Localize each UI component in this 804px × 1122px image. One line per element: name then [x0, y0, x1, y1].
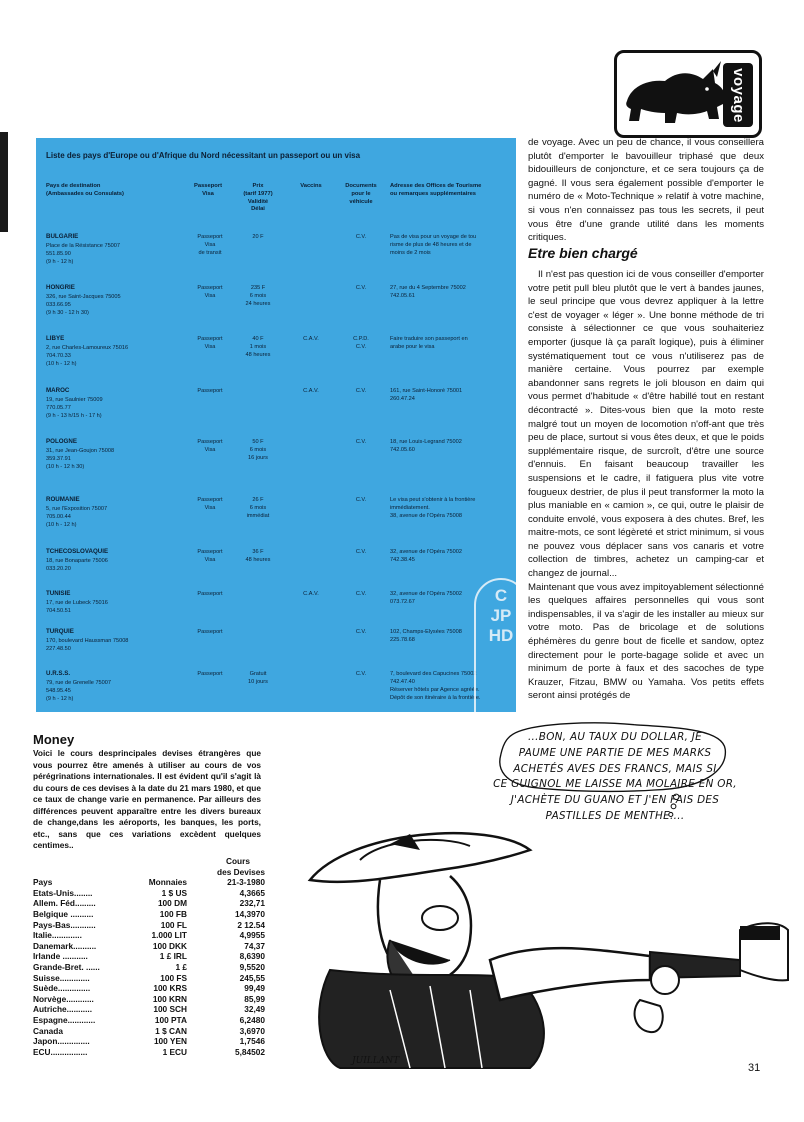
cell-doc: C.V. — [355, 234, 367, 240]
currency-head-1: Cours — [226, 856, 250, 866]
country-name: TUNISIE — [46, 590, 71, 597]
header-vaccins: Vaccins — [300, 183, 322, 189]
embassy-address: 19, rue Saulnier 75009 770.05.77 (9 h - 13 h/15 h - 17 h) — [46, 397, 103, 420]
country-name: BULGARIE — [46, 233, 79, 240]
cell-pass: Passeport Visa — [197, 285, 223, 300]
visa-table-panel — [36, 138, 516, 712]
currency-row: Japon.............. 100 YEN 1,7546 — [33, 1036, 265, 1047]
country-name: TCHECOSLOVAQUIE — [46, 548, 109, 555]
cell-doc: C.V. — [355, 285, 367, 291]
cell-prix: 20 F — [252, 234, 264, 240]
embassy-address: 2, rue Charles-Lamoureux 75016 704.70.33 (10 h - 12 h) — [46, 345, 129, 368]
cell-doc: C.V. — [355, 591, 367, 597]
cell-rem: 27, rue du 4 Septembre 75002 742.05.61 — [390, 285, 466, 300]
logo-wordmark: voyage — [723, 63, 753, 127]
embassy-address: 5, rue l'Exposition 75007 705.00.44 (10 h - 12 h) — [46, 506, 108, 529]
cell-doc: C.V. — [355, 629, 367, 635]
cartoon-illustration — [270, 810, 790, 1070]
embassy-address: 17, rue de Lubeck 75016 704.50.51 — [46, 600, 108, 615]
header-documents: Documents pour le véhicule — [345, 183, 377, 205]
cell-rem: 7, boulevard des Capucines 75002 742.47.40 Réserver hôtels par Agence agréée. Dépôt de son itinéraire à la frontière. — [390, 671, 481, 702]
table-title: Liste des pays d'Europe ou d'Afrique du Nord nécessitant un passeport ou un visa — [46, 151, 361, 160]
country-name: POLOGNE — [46, 438, 77, 445]
header-passeport: Passeport Visa — [193, 183, 223, 197]
currency-row: Espagne............ 100 PTA 6,2480 — [33, 1014, 265, 1025]
cell-doc: C.P.D. C.V. — [353, 336, 369, 351]
currency-row: Allem. Féd......... 100 DM 232,71 — [33, 898, 265, 909]
currency-row: Suède.............. 100 KRS 99,49 — [33, 983, 265, 994]
section-heading: Etre bien chargé — [528, 245, 638, 261]
embassy-address: 79, rue de Grenelle 75007 548.95.45 (9 h - 12 h) — [46, 680, 111, 703]
cell-doc: C.V. — [355, 388, 367, 394]
comic-signature: JUILLANT — [352, 1056, 400, 1066]
embassy-address: 326, rue Saint-Jacques 75005 033.66.95 (9 h 30 - 12 h 30) — [46, 294, 121, 317]
cell-prix: 26 F 6 mois immédiat — [246, 497, 270, 520]
voyage-logo — [614, 50, 762, 138]
country-name: TURQUIE — [46, 628, 74, 635]
cell-doc: C.V. — [355, 671, 367, 677]
currency-row: Etats-Unis........ 1 $ US 4,3665 — [33, 887, 265, 898]
cell-vacc: C.A.V. — [303, 336, 319, 342]
currency-head-2: des Devises — [217, 866, 265, 877]
cell-rem: 161, rue Saint-Honoré 75001 260.47.24 — [390, 388, 463, 403]
currency-row: ECU................ 1 ECU 5,84502 — [33, 1046, 265, 1057]
currency-row: Irlande ........... 1 £ IRL 8,6390 — [33, 951, 265, 962]
article-body — [528, 268, 764, 703]
currency-row: Italie............. 1.000 LIT 4,9955 — [33, 930, 265, 941]
country-name: MAROC — [46, 387, 70, 394]
header-prix: Prix (tarif 1977) Validité Délai — [243, 183, 273, 213]
cell-rem: 32, avenue de l'Opéra 75002 742.38.45 — [390, 549, 462, 564]
cell-rem: 18, rue Louis-Legrand 75002 742.05.60 — [390, 439, 462, 454]
cell-vacc: C.A.V. — [303, 388, 319, 394]
cell-pass: Passeport — [197, 671, 223, 677]
article-intro — [528, 136, 764, 245]
cell-prix: 40 F 1 mois 48 heures — [245, 336, 271, 359]
currency-row: Pays-Bas........... 100 FL 2 12.54 — [33, 919, 265, 930]
cell-prix: Gratuit 10 jours — [248, 671, 268, 686]
embassy-address: 31, rue Jean-Goujon 75008 359.37.91 (10 h - 12 h 30) — [46, 448, 115, 471]
rhino-icon — [621, 57, 731, 135]
currency-rows — [33, 888, 265, 1058]
country-name: ROUMANIE — [46, 496, 80, 503]
cell-pass: Passeport Visa — [197, 336, 223, 351]
cell-prix: 50 F 6 mois 16 jours — [248, 439, 268, 462]
header-adresse: Adresse des Offices de Tourisme ou remarques supplémentaires — [390, 183, 482, 197]
embassy-address: 18, rue Bonaparte 75006 033.20.20 — [46, 558, 108, 573]
currency-row: Autriche........... 100 SCH 32,49 — [33, 1004, 265, 1015]
header-pays: Pays de destination (Ambassades ou Consulats) — [46, 183, 124, 197]
cell-rem: 32, avenue de l'Opéra 75002 073.72.67 — [390, 591, 462, 606]
country-name: U.R.S.S. — [46, 670, 71, 677]
cell-doc: C.V. — [355, 549, 367, 555]
cell-doc: C.V. — [355, 497, 367, 503]
cell-doc: C.V. — [355, 439, 367, 445]
cell-pass: Passeport Visa — [197, 549, 223, 564]
cell-pass: Passeport — [197, 629, 223, 635]
page-number: 31 — [748, 1062, 761, 1074]
cell-vacc: C.A.V. — [303, 591, 319, 597]
currency-row: Suisse............. 100 FS 245,55 — [33, 972, 265, 983]
currency-head-3: Pays Monnaies 21-3-1980 — [33, 877, 265, 888]
margin-bar — [0, 132, 8, 232]
currency-table — [33, 856, 265, 1057]
currency-row: Norvège............ 100 KRN 85,99 — [33, 993, 265, 1004]
cell-pass: Passeport — [197, 388, 223, 394]
speech-text: ...BON, AU TAUX DU DOLLAR, JE PAUME UNE PARTIE DE MES MARKS ACHETÉS AVES DES FRANCS, MAIS SI CE GUIGNOL ME LAISSE MA MOLAIRE EN OR, J'ACHÈTE DU GUANO ET J'EN FAIS DES PASTILLES DE MENTHE.... — [493, 731, 737, 822]
cell-pass: Passeport Visa — [197, 497, 223, 512]
country-name: LIBYE — [46, 335, 65, 342]
cell-prix: 36 F 48 heures — [245, 549, 271, 564]
cell-rem: Pas de visa pour un voyage de tou risme de plus de 48 heures et de moins de 2 mois — [390, 234, 477, 257]
cell-rem: 102, Champs-Elysées 75008 225.78.68 — [390, 629, 462, 644]
article-paragraph-2: Il n'est pas question ici de vous conseiller d'emporter votre petit pull bleu plutôt que le vert à bandes jaunes, le seul principe que vous devrez appliquer à la lettre c'est de voyager « léger ». Une bonne méthode de tri consiste à sélectionner ce que vous souhaiteriez emporter (jusque là ça paraît logique), puis à éliminer systématiquement tout ce vous n'utiliserez pas de manière certaine. Vous pourrez par exemple abandonner sans regrets le joli blouson en daim qui vous permet d'habitude « d'être habillé tout en restant décontracté ». Dites-vous bien que la moto reste malgré tout un moyen de locomotion n'off-ant que très peu de place, surtout si vous êtes deux, et que le poids supplémentaire risque, de surcroît, d'être une source d'ennuis. En faisant beaucoup travailler les suspensions et le cadre, il fatiguera plus vite votre fougueux destrier, de plus il peut transformer la moto la plus maniable en « camion », ce qui, outre le plaisir de conduite envolé, vous exposera à des chutes. Bref, les maitre-mots, ce sont légèreté et strict minimum, si vous ne pouvez vous déplacer sans vos canaris et votre collection de timbres, achetez un camping-car et changez de journal... — [528, 269, 764, 580]
embassy-address: 170, boulevard Haussman 75008 227.48.50 — [46, 638, 129, 653]
currency-row: Canada 1 $ CAN 3,6970 — [33, 1025, 265, 1036]
money-intro: Voici le cours desprincipales devises étrangères que vous pourrez être amenés à utiliser au cours de vos pérégrinations internationales. Il est évident qu'il s'agit là du cours de ces devises à la date du 21 mars 1980, et que ce taux de change varie en permanence. Par ailleurs des différences peuvent apparaître entre les divers bureaux de change,dans les aéroports, les banques, les ports, etc., sans que ces variations excèdent quelques centimes.. — [33, 748, 261, 850]
cell-pass: Passeport Visa de transit — [197, 234, 223, 257]
cell-prix: 235 F 6 mois 24 heures — [245, 285, 271, 308]
article-paragraph-1: de voyage. Avec un peu de chance, il vous conseillera plutôt d'emporter le bavouilleur triphasé que deux bidouilleurs de conjoncture, et ce sera toujours ça de gagné. Il vous sera également possible d'emporter le numéro de « Moto-Technique » relatif à votre machine, si vous n'en connaissez pas tous les secrets, il peut vous être d'une grande utilité dans les moments critiques. — [528, 137, 764, 244]
article-paragraph-3: Maintenant que vous avez impitoyablement sélectionné les quelques affaires personnelles qui vous sont indispensables, il va s'agir de les installer au mieux sur votre moto. Pas de bricolage et de solutions éphémères du genre bout de ficelle et sandow, optez directement pour le porte-bagage solide et avec un minimum de porte à faux et des sacoches de type Krauzer, Fitzau, BMW ou Yamaha. Vos petits effets seront ainsi protégés de — [528, 581, 764, 702]
cell-rem: Le visa peut s'obtenir à la frontière immédiatement. 38, avenue de l'Opéra 75008 — [390, 497, 476, 520]
cell-pass: Passeport — [197, 591, 223, 597]
currency-row: Belgique .......... 100 FB 14,3970 — [33, 908, 265, 919]
currency-row: Danemark.......... 100 DKK 74,37 — [33, 940, 265, 951]
embassy-address: Place de la Résistance 75007 551.85.90 (9 h - 12 h) — [46, 243, 121, 266]
watermark-stamp: C JP HD — [474, 578, 516, 712]
country-name: HONGRIE — [46, 284, 75, 291]
money-title: Money — [33, 732, 75, 747]
cell-pass: Passeport Visa — [197, 439, 223, 454]
cell-rem: Faire traduire son passeport en arabe pour le visa — [390, 336, 468, 351]
currency-row: Grande-Bret. ...... 1 £ 9,5520 — [33, 961, 265, 972]
